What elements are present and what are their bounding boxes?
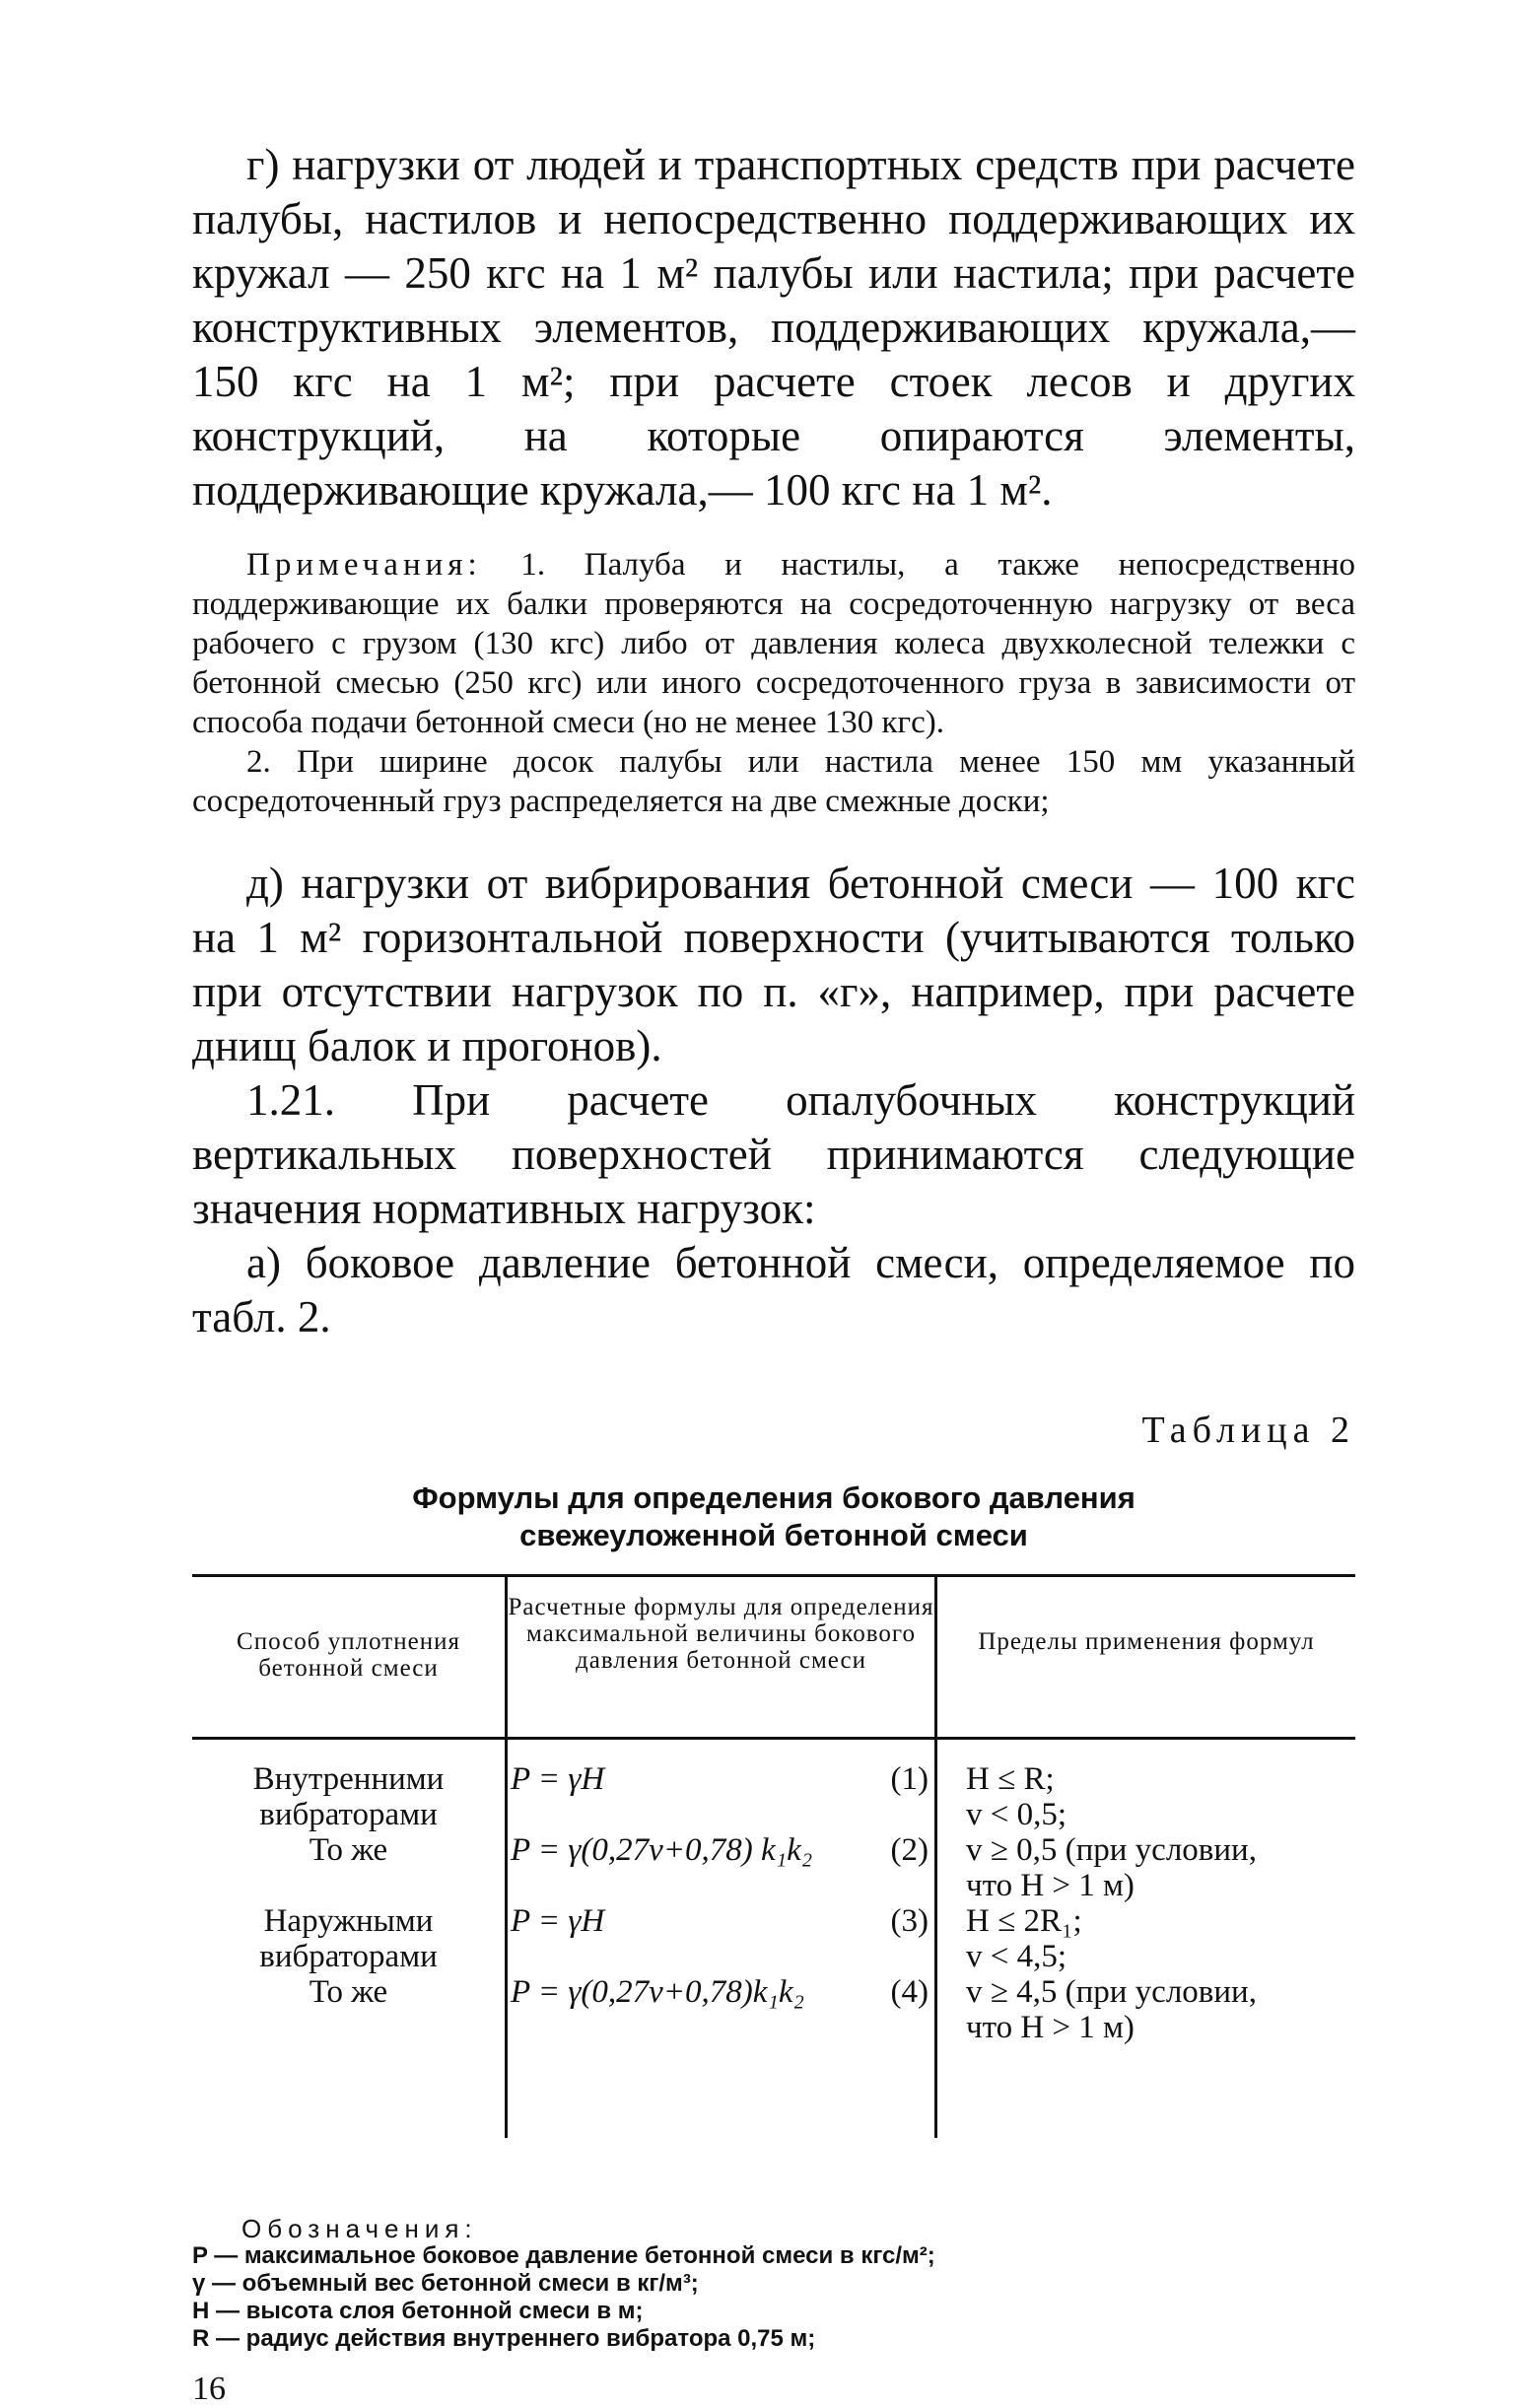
formula-text: P = γ(0,27v+0,78) k₁k₂ [511,1832,813,1868]
formula-number: (1) [890,1761,929,1797]
method-line: Наружными [263,1903,434,1939]
legend-title: Обозначения: [241,2214,478,2243]
page-number: 16 [192,2371,226,2407]
table-header-rule [192,1737,1355,1740]
limit-line: v ≥ 0,5 (при условии, [966,1832,1257,1868]
limit-line: H ≤ R; [966,1761,1055,1797]
legend-item: R — радиус действия внутреннего вибратора 0,75 м; [192,2325,816,2352]
method-line: То же [309,1832,388,1868]
limit-line: v < 0,5; [966,1797,1067,1832]
paragraph-a: а) боковое давление бетонной смеси, определяемое по табл. 2. [192,1238,1355,1342]
table-number: Таблица 2 [1141,1410,1355,1451]
limit-line: что H > 1 м) [966,1868,1135,1903]
formula-row [511,2010,932,2045]
formula-row [511,1974,932,2010]
notes-label: Примечания: [246,547,482,583]
table-title-line-1: Формулы для определения бокового давления [412,1480,1136,1515]
formula-table [192,1574,1355,2185]
table-title [192,1479,1355,1554]
limit-line: v < 4,5; [966,1939,1067,1974]
formula-number: (4) [890,1974,929,2010]
paragraph-1-21: 1.21. При расчете опалубочных конструкций вертикальных поверхностей принимаются следующие значения нормативных нагрузок: [192,1075,1355,1233]
limit-line: v ≥ 4,5 (при условии, [966,1974,1257,2010]
formula-row [511,1868,932,1903]
formula-text: P = γH [511,1903,605,1939]
legend [192,2215,1355,2353]
method-line: То же [309,1974,388,2010]
formula-row [511,1939,932,1974]
document-page [192,138,1355,2408]
formula-row [511,1761,932,1797]
legend-item: γ — объемный вес бетонной смеси в кг/м³; [192,2270,699,2297]
method-line [192,1868,505,1903]
formula-number: (3) [890,1903,929,1939]
method-line: вибраторами [259,1939,438,1974]
note-1-text: 1. Палуба и настилы, а также непосредственно поддерживающие их балки проверяются на сосредоточенную нагрузку от веса рабочего с грузом (130 кгс) либо от давления колеса двухколесной тележки с бетонной смесью (250 кгс) или иного сосредоточенного груза в зависимости от способа подачи бетонной смеси (но не менее 130 кгс). [192,547,1355,740]
method-column [192,1761,505,2010]
paragraph-g: г) нагрузки от людей и транспортных средств при расчете палубы, настилов и непосредственно поддерживающих их кружал — 250 кгс на 1 м² палубы или настила; при расчете конструктивных элементов, поддерживающих кружала,— 150 кгс на 1 м²; при расчете стоек лесов и других конструкций, на которые опираются элементы, поддерживающие кружала,— 100 кгс на 1 м². [192,140,1355,515]
formula-text: P = γH [511,1761,605,1797]
paragraph-d: д) нагрузки от вибрирования бетонной смеси — 100 кгс на 1 м² горизонтальной поверхности (учитываются только при отсутствии нагрузок по п. «г», например, при расчете днищ балок и прогонов). [192,859,1355,1070]
table-top-rule [192,1574,1355,1577]
method-line: Внутренними [252,1761,445,1797]
header-formulas: Расчетные формулы для определения максимальной величины бокового давления бетонной смеси [508,1594,934,1674]
formula-text: P = γ(0,27v+0,78)k₁k₂ [511,1974,804,2010]
limit-line: что H > 1 м) [966,2010,1135,2045]
note-1 [192,545,1355,742]
legend-item: P — максимальное боковое давление бетонной смеси в кгс/м²; [192,2242,935,2269]
table-title-line-2: свежеуложенной бетонной смеси [519,1518,1028,1552]
formula-row [511,1903,932,1939]
formula-column [511,1761,932,2045]
note-2: 2. При ширине досок палубы или настила менее 150 мм указанный сосредоточенный груз распределяется на две смежные доски; [192,744,1355,819]
formula-number: (2) [890,1832,929,1868]
limit-line: H ≤ 2R₁; [966,1903,1082,1939]
formula-row [511,1797,932,1832]
header-method: Способ уплотнения бетонной смеси [237,1628,460,1682]
method-line: вибраторами [259,1797,438,1832]
column-divider-2 [934,1574,937,2138]
formula-row [511,1832,932,1868]
legend-item: H — высота слоя бетонной смеси в м; [192,2298,644,2324]
limits-column [966,1761,1355,2045]
header-limits: Пределы применения формул [978,1628,1315,1655]
